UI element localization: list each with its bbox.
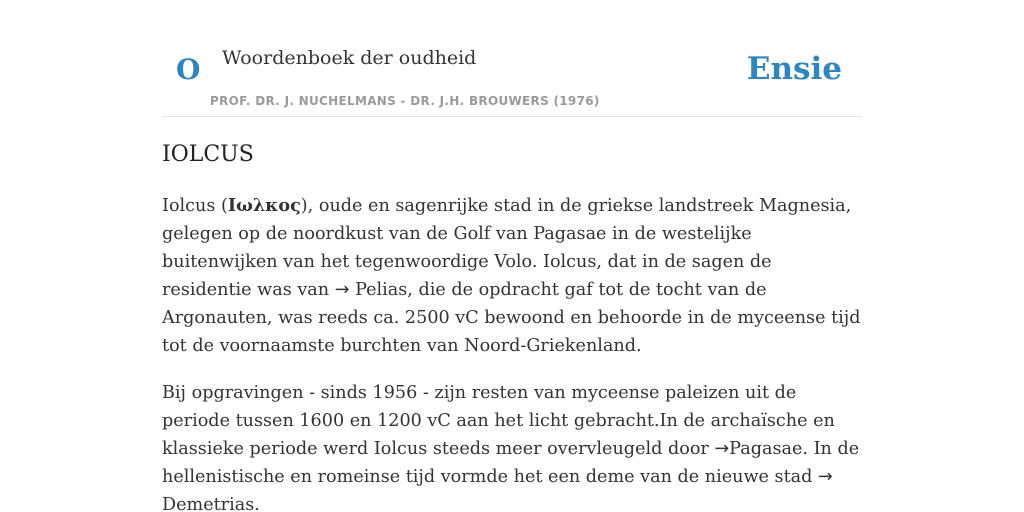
- entry-paragraph-1: [162, 192, 862, 360]
- entry-paragraph-2: [162, 379, 862, 512]
- arrow-right-icon: →: [334, 280, 350, 300]
- book-letter-icon[interactable]: O: [176, 53, 201, 86]
- link-pagasae[interactable]: [714, 439, 802, 459]
- p1-text-2: ), oude en sagenrijke stad in de griekse landstreek Magnesia, gelegen op de noordkust van de Golf van Pagasae in de westelijke buitenwijken van het tegenwoordige Volo. Iolcus, dat in de sagen de residentie was van: [162, 196, 852, 300]
- link-pelias[interactable]: [335, 280, 408, 300]
- entry-body: [162, 192, 862, 512]
- p1-text-3: , die de opdracht gaf tot de tocht van de Argonauten, was reeds ca. 2500 vC bewoond en behoorde in de myceense tijd tot de voornaamste burchten van Noord-Griekenland.: [162, 280, 861, 356]
- entry-title: IOLCUS: [162, 142, 254, 167]
- p2-text-1: Bij opgravingen - sinds 1956 - zijn resten van myceense paleizen uit de periode tussen 1600 en 1200 vC aan het licht gebracht.In de archaïsche en klassieke periode werd Iolcus steeds meer overvleugeld door: [162, 383, 835, 459]
- greek-name: Ιωλκος: [227, 195, 301, 216]
- book-authors: PROF. DR. J. NUCHELMANS - DR. J.H. BROUWERS (1976): [210, 94, 600, 108]
- arrow-right-icon: →: [817, 467, 833, 487]
- p2-text-3: .: [254, 495, 260, 512]
- book-header: [162, 0, 862, 117]
- link-pagasae-label: Pagasae: [729, 439, 803, 459]
- ensie-logo-link[interactable]: Ensie: [746, 51, 842, 87]
- arrow-right-icon: →: [714, 439, 730, 459]
- link-demetrias-label: Demetrias: [162, 495, 255, 512]
- book-title-link[interactable]: Woordenboek der oudheid: [222, 47, 477, 69]
- p2-text-2: . In de hellenistische en romeinse tijd vormde het een deme van de nieuwe stad: [162, 439, 860, 487]
- p1-text-1: Iolcus (: [162, 196, 228, 216]
- link-pelias-label: Pelias: [355, 280, 408, 300]
